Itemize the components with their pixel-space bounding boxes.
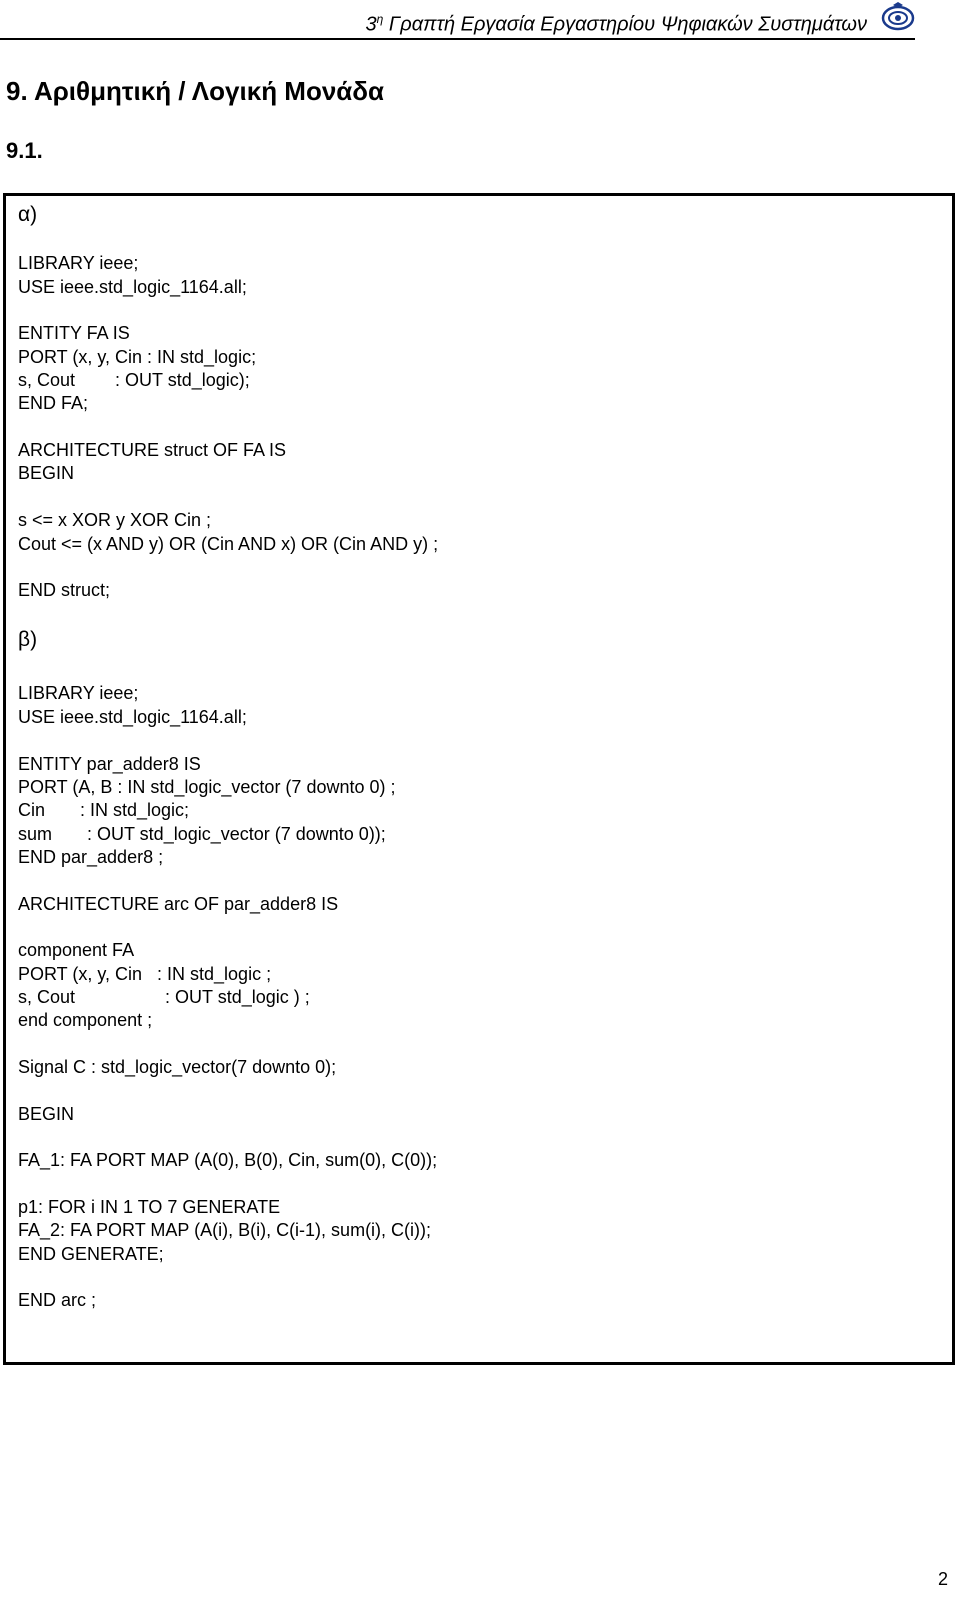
code-line: s, Cout : OUT std_logic ) ; [18,987,310,1007]
code-line: component FA [18,940,135,960]
code-line: ENTITY par_adder8 IS [18,754,201,774]
code-line: end component ; [18,1010,153,1030]
code-line: LIBRARY ieee; [18,683,139,703]
code-line: END par_adder8 ; [18,847,164,867]
code-line: p1: FOR i IN 1 TO 7 GENERATE [18,1197,281,1217]
code-line: PORT (A, B : IN std_logic_vector (7 downto 0) ; [18,777,396,797]
code-line: END FA; [18,393,89,413]
code-line: Cin : IN std_logic; [18,800,190,820]
code-line: sum : OUT std_logic_vector (7 downto 0)); [18,824,386,844]
code-line: ARCHITECTURE struct OF FA IS [18,440,287,460]
assignment-number: 3 [365,13,377,36]
code-line: END arc ; [18,1290,97,1310]
part-b-label: β) [18,628,38,651]
university-logo-icon [881,2,915,32]
code-line: BEGIN [18,463,75,483]
header-title [365,12,867,37]
code-line: Cout <= (x AND y) OR (Cin AND x) OR (Cin AND y) ; [18,534,439,554]
header-title-text: Γραπτή Εργασία Εργαστηρίου Ψηφιακών Συστημάτων [388,13,867,36]
code-line: ENTITY FA IS [18,323,130,343]
code-line: END GENERATE; [18,1244,164,1264]
code-line: LIBRARY ieee; [18,253,139,273]
code-line: ARCHITECTURE arc OF par_adder8 IS [18,894,339,914]
page-number: 2 [937,1569,948,1589]
code-line: PORT (x, y, Cin : IN std_logic ; [18,964,272,984]
code-line: END struct; [18,580,111,600]
code-line: Signal C : std_logic_vector(7 downto 0); [18,1057,337,1077]
code-line: s, Cout : OUT std_logic); [18,370,250,390]
code-line: BEGIN [18,1104,75,1124]
code-line: PORT (x, y, Cin : IN std_logic; [18,347,257,367]
subsection-title: 9.1. [6,138,43,163]
code-line: USE ieee.std_logic_1164.all; [18,707,247,727]
code-line: FA_2: FA PORT MAP (A(i), B(i), C(i-1), sum(i), C(i)); [18,1220,432,1240]
code-line: FA_1: FA PORT MAP (A(0), B(0), Cin, sum(0), C(0)); [18,1150,438,1170]
section-title: 9. Αριθμητική / Λογική Μονάδα [6,76,385,106]
code-line: USE ieee.std_logic_1164.all; [18,277,247,297]
page-header [0,0,915,40]
assignment-number-superscript: η [376,12,384,26]
part-a-label: α) [18,203,38,226]
code-line: s <= x XOR y XOR Cin ; [18,510,212,530]
code-listing-box [3,193,955,1365]
